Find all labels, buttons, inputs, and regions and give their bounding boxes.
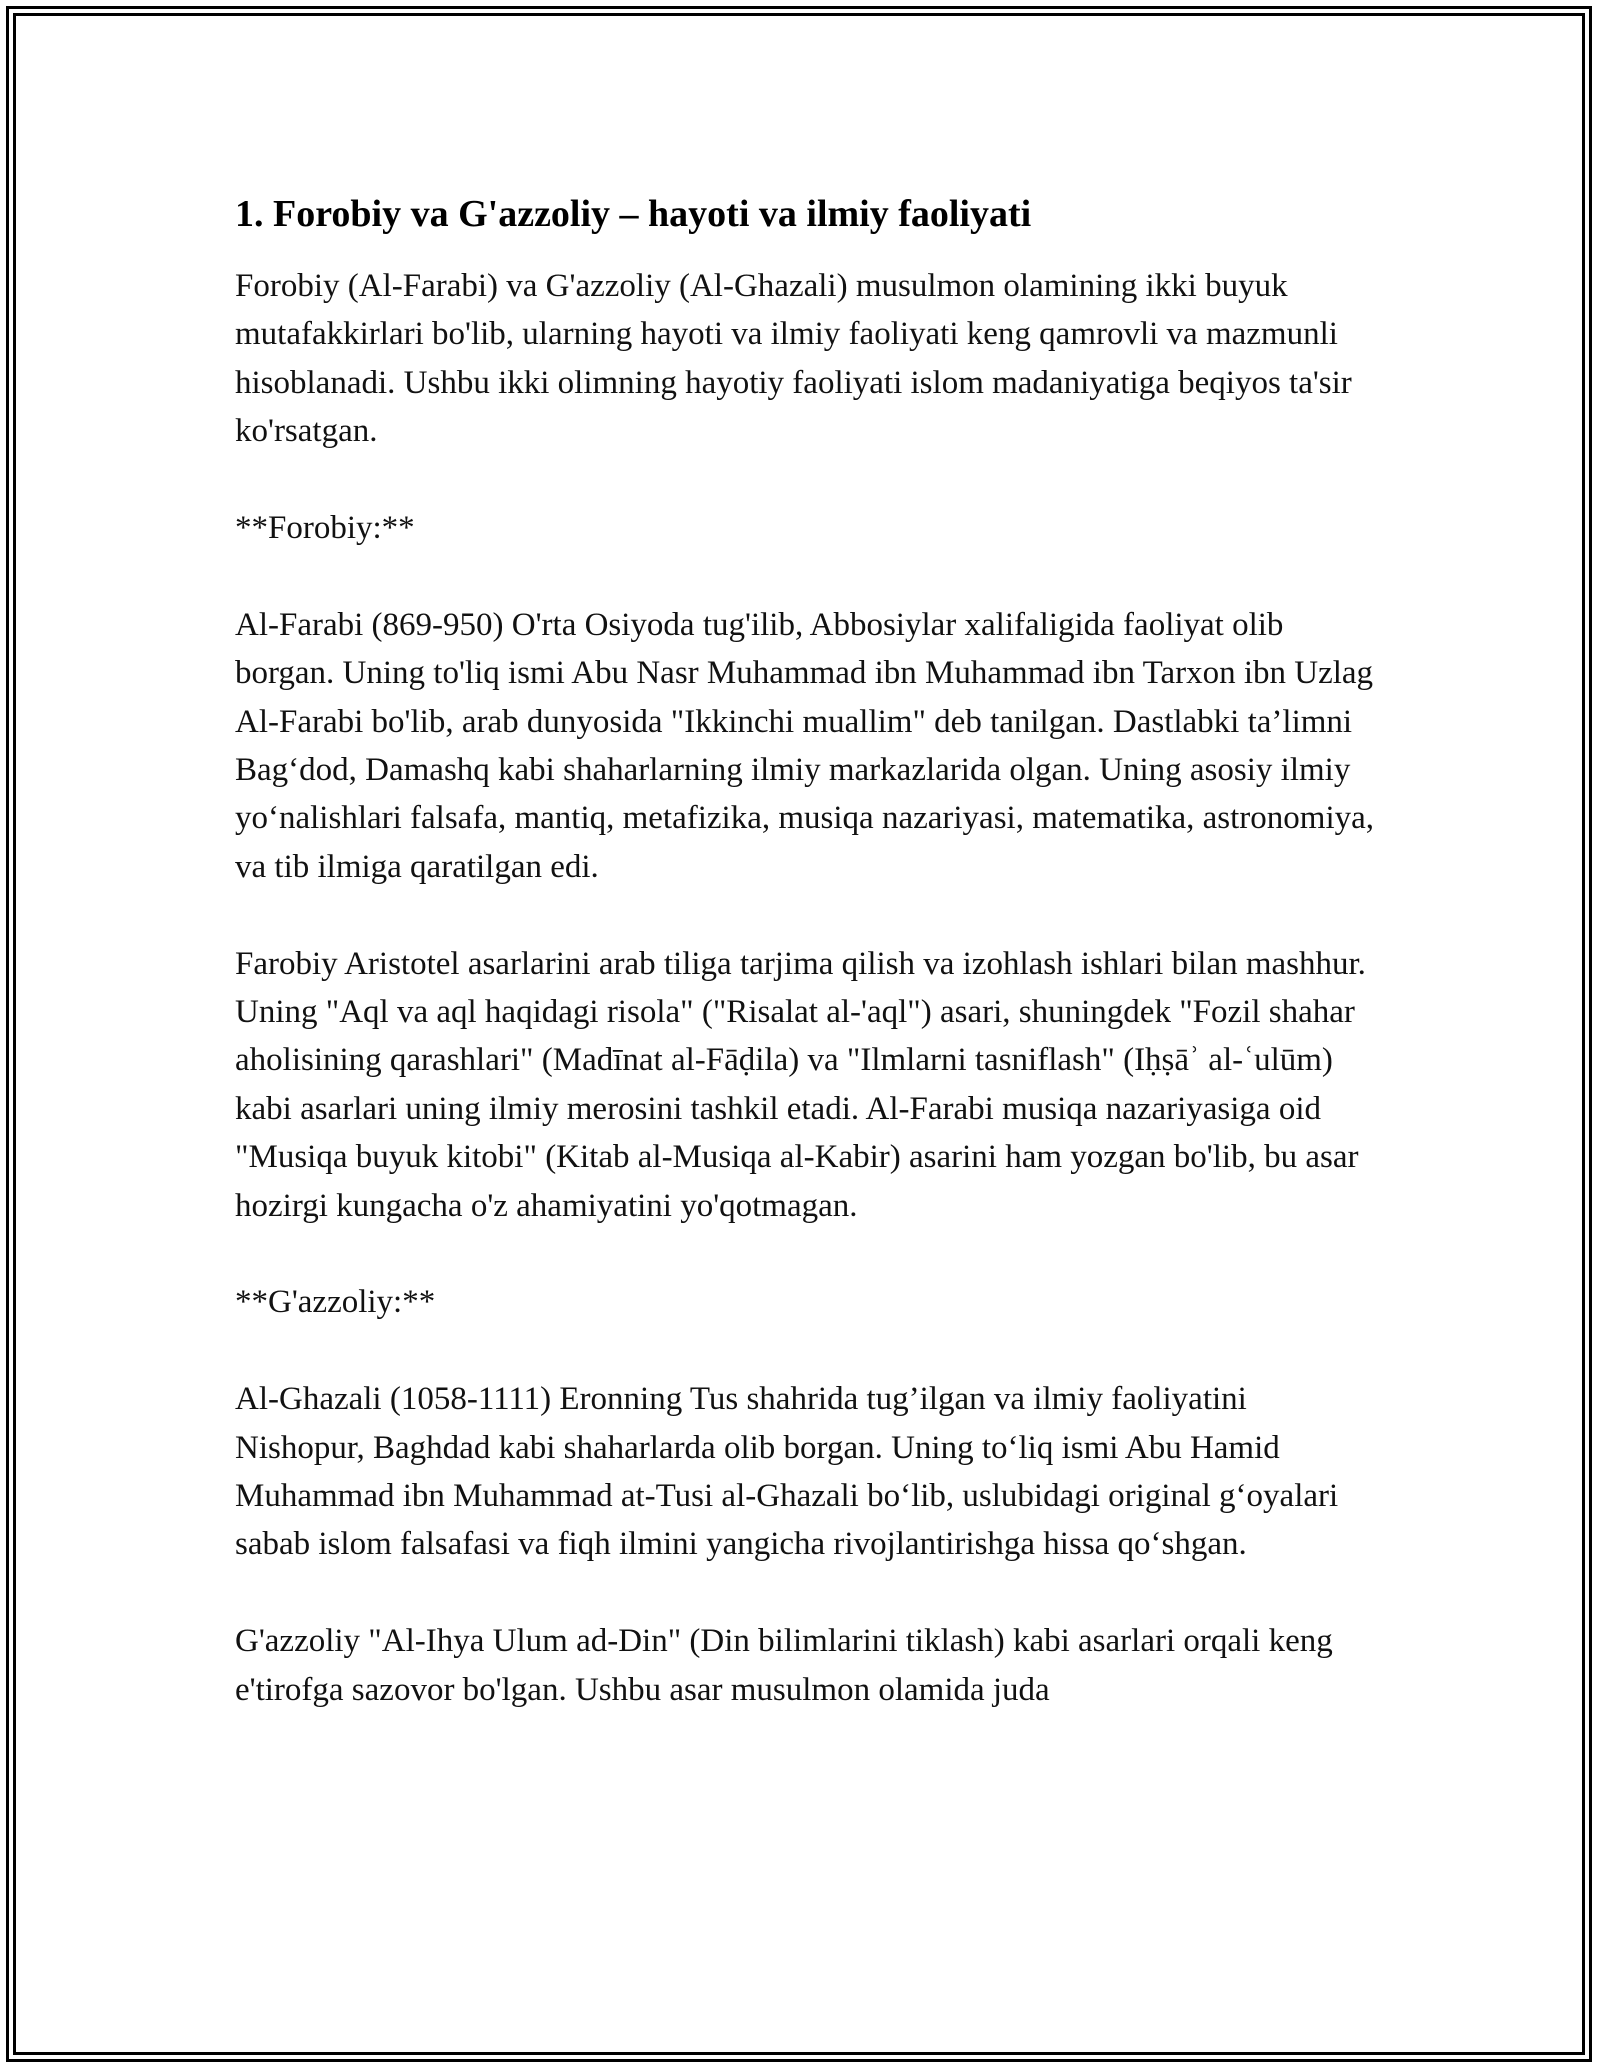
subheading-forobiy: **Forobiy:** (235, 510, 415, 547)
paragraph-forobiy-life: Al-Farabi (869-950) O'rta Osiyoda tug'ilib, Abbosiylar xalifaligida faoliyat olib borgan. Uning to'liq ismi Abu Nasr Muhammad ibn Muhammad ibn Tarxon ibn Uzlag Al-Farabi bo'lib, arab dunyosida "Ikkinchi muallim" deb tanilgan. Dastlabki ta’limni Bag‘dod, Damashq kabi shaharlarning ilmiy markazlarida olgan. Uning asosiy ilmiy yo‘nalishlari falsafa, mantiq, metafizika, musiqa nazariyasi, matematika, astronomiya, va tib ilmiga qaratilgan edi. (235, 606, 1375, 885)
document-body (235, 190, 1375, 1762)
section-heading: 1. Forobiy va G'azzoliy – hayoti va ilmiy faoliyati (235, 193, 1032, 235)
paragraph-gazzoliy-works: G'azzoliy "Al-Ihya Ulum ad-Din" (Din bilimlarini tiklash) kabi asarlari orqali keng e'tirofga sazovor bo'lgan. Ushbu asar musulmon olamida juda (235, 1623, 1333, 1708)
paragraph-gazzoliy-life: Al-Ghazali (1058-1111) Eronning Tus shahrida tug’ilgan va ilmiy faoliyatini Nishopur, Baghdad kabi shaharlarda olib borgan. Uning to‘liq ismi Abu Hamid Muhammad ibn Muhammad at-Tusi al-Ghazali bo‘lib, uslubidagi original g‘oyalari sabab islom falsafasi va fiqh ilmini yangicha rivojlantirishga hissa qo‘shgan. (235, 1381, 1339, 1563)
paragraph-intro: Forobiy (Al-Farabi) va G'azzoliy (Al-Ghazali) musulmon olamining ikki buyuk mutafakkirlari bo'lib, ularning hayoti va ilmiy faoliyati keng qamrovli va mazmunli hisoblanadi. Ushbu ikki olimning hayotiy faoliyati islom madaniyatiga beqiyos ta'sir ko'rsatgan. (235, 268, 1352, 450)
subheading-gazzoliy: **G'azzoliy:** (235, 1284, 436, 1321)
paragraph-forobiy-works: Farobiy Aristotel asarlarini arab tiliga tarjima qilish va izohlash ishlari bilan mashhur. Uning "Aql va aql haqidagi risola" ("Risalat al-'aql") asari, shuningdek "Fozil shahar aholisining qarashlari" (Madīnat al-Fāḍila) va "Ilmlarni tasniflash" (Iḥṣāʾ al-ʿulūm) kabi asarlari uning ilmiy merosini tashkil etadi. Al-Farabi musiqa nazariyasiga oid "Musiqa buyuk kitobi" (Kitab al-Musiqa al-Kabir) asarini ham yozgan bo'lib, bu asar hozirgi kungacha o'z ahamiyatini yo'qotmagan. (235, 945, 1366, 1224)
